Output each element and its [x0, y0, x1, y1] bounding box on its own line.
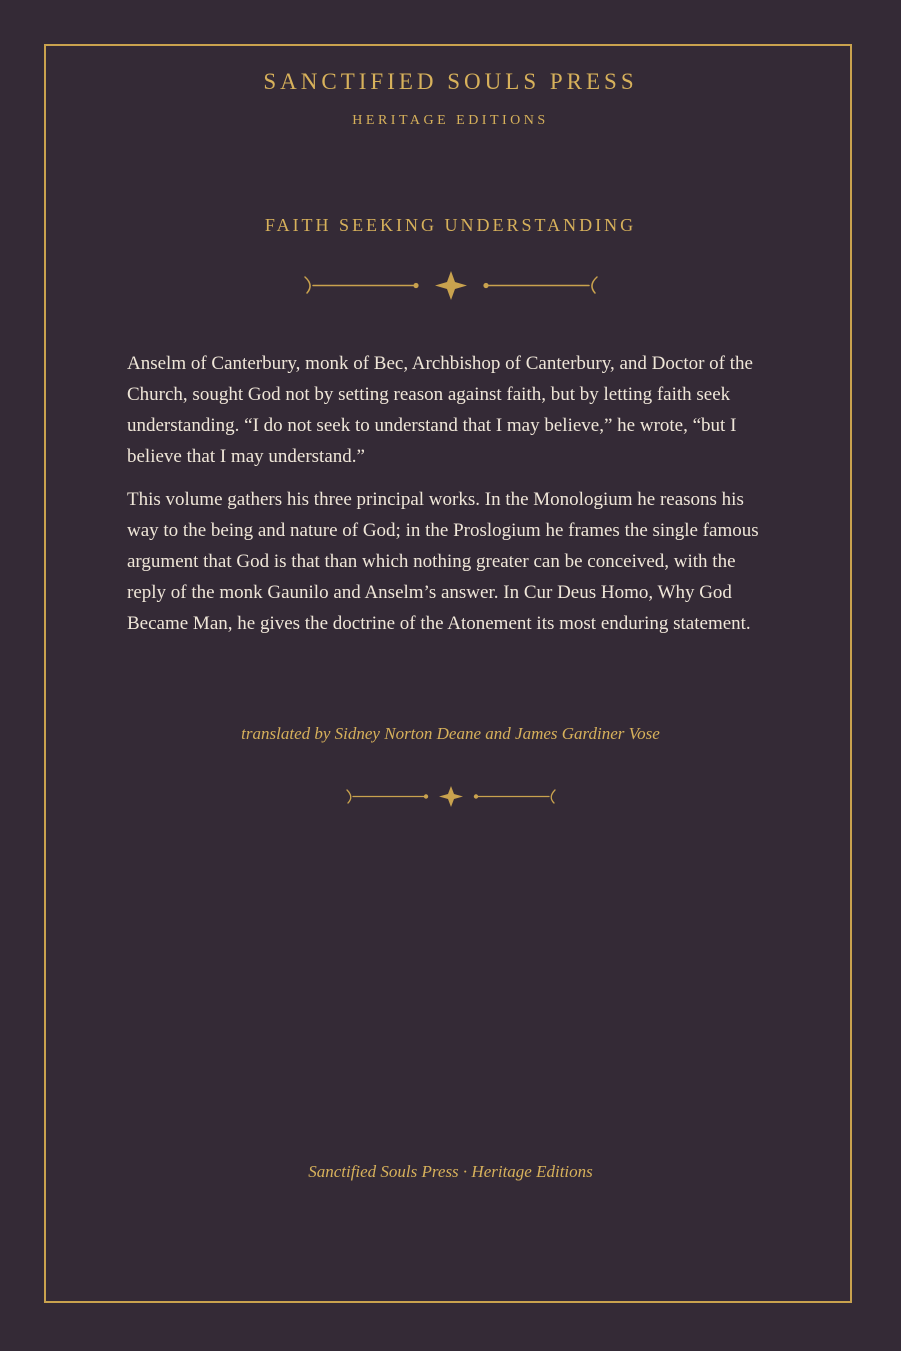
footer-imprint: Sanctified Souls Press · Heritage Editions	[308, 1162, 593, 1181]
cover-heading: FAITH SEEKING UNDERSTANDING	[264, 215, 637, 235]
star-flourish-icon	[0, 270, 901, 302]
description-paragraph-2: This volume gathers his three principal works. In the Monologium he reasons his way to the being and nature of God; in the Proslogium he frames the single famous argument that God is that than which nothing greater can be conceived, with the reply of the monk Gaunilo and Anselm’s answer. In Cur Deus Homo, Why God Became Man, he gives the doctrine of the Atonement its most enduring statement.	[127, 489, 759, 634]
translator-credit: translated by Sidney Norton Deane and James Gardiner Vose	[241, 724, 660, 743]
description-paragraph-1: Anselm of Canterbury, monk of Bec, Archbishop of Canterbury, and Doctor of the Church, sought God not by setting reason against faith, but by letting faith seek understanding. “I do not seek to understand that I may believe,” he wrote, “but I believe that I may understand.”	[127, 353, 753, 467]
description-body	[127, 348, 775, 651]
imprint-name: HERITAGE EDITIONS	[352, 113, 549, 128]
star-flourish-icon	[0, 784, 901, 810]
publisher-name: SANCTIFIED SOULS PRESS	[263, 69, 638, 94]
